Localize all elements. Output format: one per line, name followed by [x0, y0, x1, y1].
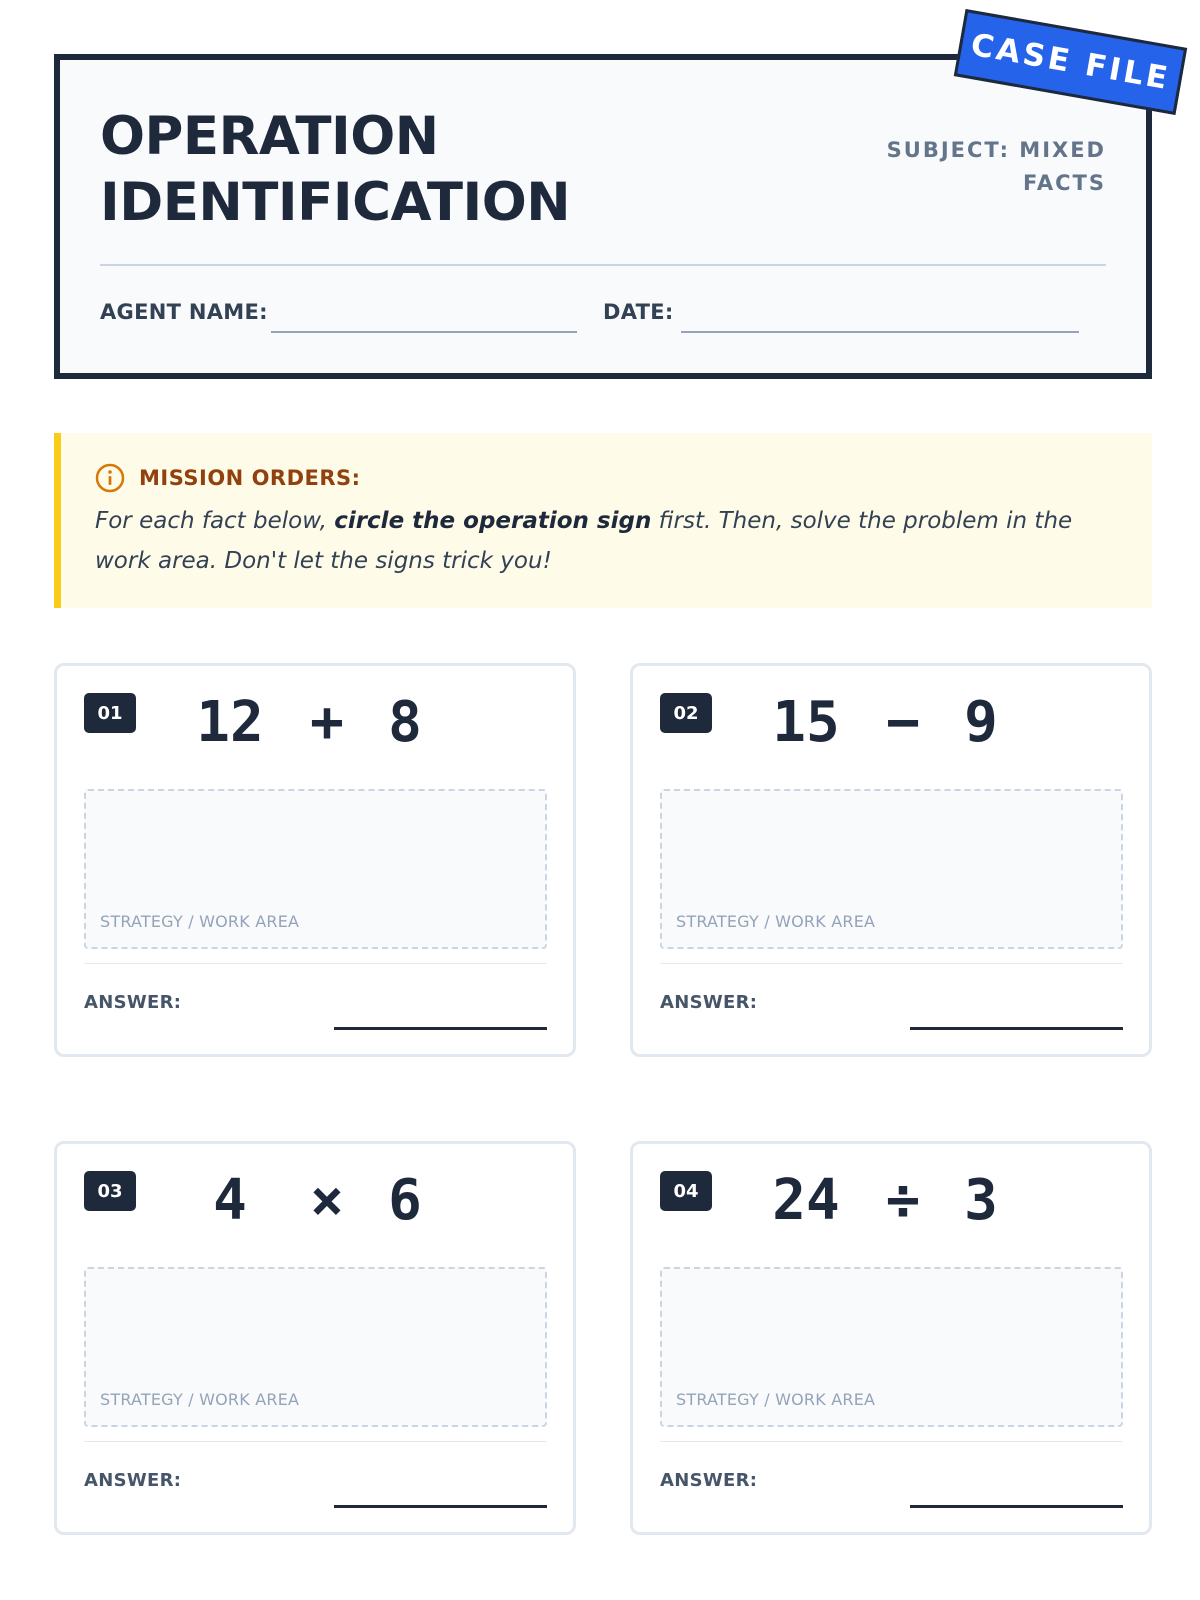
agent-name-field[interactable] [271, 331, 577, 333]
problem-number-badge: 02 [660, 693, 712, 733]
work-area-label: STRATEGY / WORK AREA [100, 1390, 300, 1409]
work-area-label: STRATEGY / WORK AREA [676, 1390, 876, 1409]
second-operand: 3 [964, 1168, 998, 1233]
answer-label: ANSWER: [84, 992, 182, 1013]
problem-card-01 [54, 663, 576, 1057]
card-divider [84, 963, 546, 964]
math-fact [185, 1166, 465, 1236]
answer-field[interactable] [334, 1505, 547, 1508]
answer-field[interactable] [910, 1027, 1123, 1030]
problem-number-badge: 03 [84, 1171, 136, 1211]
mission-orders-text [95, 501, 1105, 581]
problem-card-03 [54, 1141, 576, 1535]
mission-text-emphasis: circle the operation sign [334, 508, 652, 534]
second-operand: 8 [388, 690, 422, 755]
mission-orders-title: MISSION ORDERS: [139, 466, 361, 490]
card-divider [84, 1441, 546, 1442]
answer-label: ANSWER: [660, 992, 758, 1013]
first-operand: 15 [772, 690, 840, 755]
operation-sign[interactable]: − [886, 690, 920, 755]
work-area[interactable] [84, 1267, 547, 1427]
subject-label [846, 134, 1106, 200]
first-operand: 24 [772, 1168, 840, 1233]
agent-name-label: AGENT NAME: [100, 300, 268, 324]
work-area[interactable] [84, 789, 547, 949]
second-operand: 9 [964, 690, 998, 755]
work-area[interactable] [660, 1267, 1123, 1427]
page-title [100, 104, 660, 236]
mission-text-start: For each fact below, [95, 508, 335, 534]
header-divider [100, 264, 1106, 266]
subject-line-2: FACTS [1022, 171, 1106, 195]
info-icon [95, 463, 125, 493]
problem-number-badge: 04 [660, 1171, 712, 1211]
mission-orders-heading [95, 463, 361, 493]
title-line-1: OPERATION [100, 106, 439, 167]
work-area-label: STRATEGY / WORK AREA [676, 912, 876, 931]
case-file-stamp: CASE FILE [954, 9, 1187, 115]
math-fact [761, 688, 1041, 758]
problem-card-02 [630, 663, 1152, 1057]
answer-field[interactable] [334, 1027, 547, 1030]
math-fact [761, 1166, 1041, 1236]
work-area[interactable] [660, 789, 1123, 949]
answer-label: ANSWER: [84, 1470, 182, 1491]
work-area-label: STRATEGY / WORK AREA [100, 912, 300, 931]
answer-label: ANSWER: [660, 1470, 758, 1491]
title-line-2: IDENTIFICATION [100, 172, 571, 233]
case-file-header [54, 54, 1152, 379]
card-divider [660, 963, 1122, 964]
first-operand: 4 [213, 1168, 247, 1233]
math-fact [185, 688, 465, 758]
card-divider [660, 1441, 1122, 1442]
date-field[interactable] [681, 331, 1079, 333]
date-label: DATE: [603, 300, 674, 324]
first-operand: 12 [196, 690, 264, 755]
mission-orders-panel [54, 433, 1152, 608]
subject-line-1: SUBJECT: MIXED [886, 138, 1106, 162]
operation-sign[interactable]: × [310, 1168, 344, 1233]
operation-sign[interactable]: ÷ [886, 1168, 920, 1233]
problem-card-04 [630, 1141, 1152, 1535]
mission-text-end: first. Then, solve the problem in the work area. Don't let the signs trick you! [95, 508, 1073, 574]
problem-number-badge: 01 [84, 693, 136, 733]
operation-sign[interactable]: + [310, 690, 344, 755]
answer-field[interactable] [910, 1505, 1123, 1508]
second-operand: 6 [388, 1168, 422, 1233]
